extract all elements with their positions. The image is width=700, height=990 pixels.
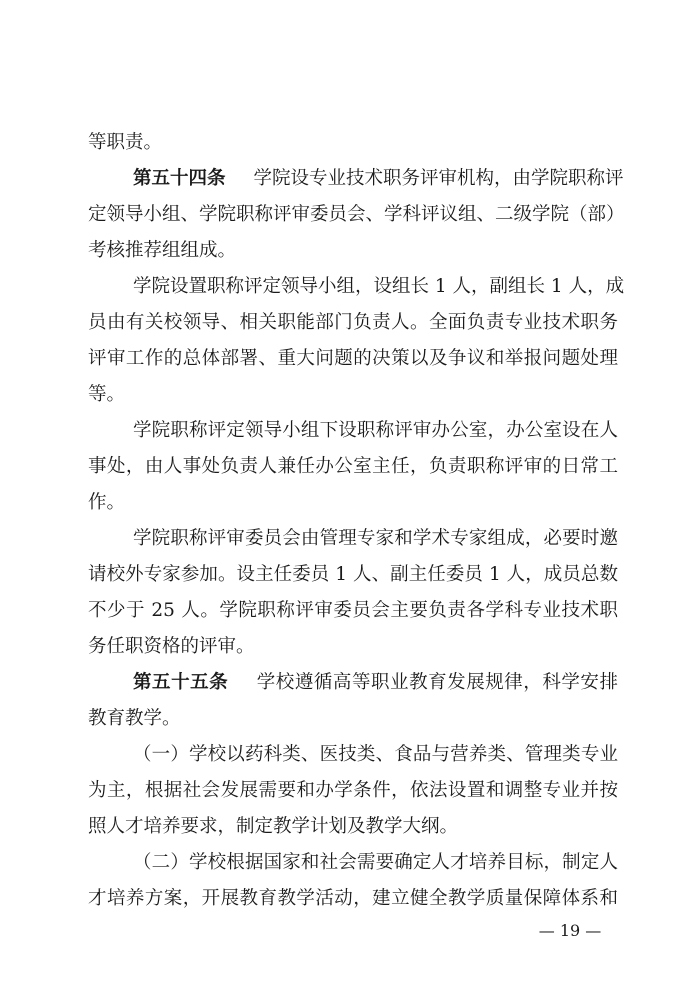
paragraph-line (88, 635, 618, 659)
line-text: 为主，根据社会发展需要和办学条件，依法设置和调整专业并按 (88, 780, 618, 801)
line-text: 学校遵循高等职业教育发展规律，科学安排 (256, 672, 618, 693)
paragraph-line (133, 851, 618, 875)
line-text: 事处，由人事处负责人兼任办公室主任，负责职称评审的日常工 (88, 456, 618, 477)
paragraph-line (88, 203, 625, 227)
article-number: 第五十四条 (133, 168, 226, 189)
line-text: 等职责。 (88, 132, 163, 153)
line-text: 等。 (88, 384, 126, 405)
line-text: （二）学校根据国家和社会需要确定人才培养目标，制定人 (133, 852, 618, 873)
page-number: — 19 — (538, 921, 602, 940)
line-text: 才培养方案，开展教育教学活动，建立健全教学质量保障体系和 (88, 888, 618, 909)
line-text: 教育教学。 (88, 708, 181, 729)
paragraph-line (88, 887, 618, 911)
paragraph-line (88, 815, 618, 839)
paragraph-line (88, 311, 618, 335)
line-text: 请校外专家参加。设主任委员 1 人、副主任委员 1 人，成员总数 (88, 564, 618, 585)
paragraph-line (88, 131, 618, 155)
paragraph-line (88, 563, 618, 587)
line-text: 考核推荐组组成。 (88, 240, 237, 261)
line-text: 作。 (88, 492, 126, 513)
paragraph-line (133, 527, 618, 551)
line-text: 学院设专业技术职务评审机构，由学院职称评 (253, 168, 624, 189)
line-text: 学院设置职称评定领导小组，设组长 1 人，副组长 1 人，成 (133, 276, 625, 297)
line-text: 不少于 25 人。学院职称评审委员会主要负责各学科专业技术职 (88, 600, 618, 621)
line-text: 评审工作的总体部署、重大问题的决策以及争议和举报问题处理 (88, 348, 618, 369)
line-text: 学院职称评定领导小组下设职称评审办公室，办公室设在人 (133, 420, 618, 441)
line-text: 务任职资格的评审。 (88, 636, 255, 657)
line-text: 学院职称评审委员会由管理专家和学术专家组成，必要时邀 (133, 528, 618, 549)
article-heading-line (133, 671, 618, 695)
line-text: 照人才培养要求，制定教学计划及教学大纲。 (88, 816, 459, 837)
article-heading-line (133, 167, 624, 191)
paragraph-line (88, 779, 618, 803)
paragraph-line (88, 347, 618, 371)
paragraph-line (88, 599, 618, 623)
line-text: 定领导小组、学院职称评审委员会、学科评议组、二级学院（部） (88, 204, 625, 225)
line-text: （一）学校以药科类、医技类、食品与营养类、管理类专业 (133, 744, 618, 765)
paragraph-line (88, 491, 618, 515)
article-number: 第五十五条 (133, 672, 229, 693)
paragraph-line (133, 743, 618, 767)
line-text: 员由有关校领导、相关职能部门负责人。全面负责专业技术职务 (88, 312, 618, 333)
paragraph-line (133, 419, 618, 443)
paragraph-line (88, 707, 618, 731)
paragraph-line (133, 275, 625, 299)
paragraph-line (88, 383, 618, 407)
paragraph-line (88, 455, 618, 479)
paragraph-line (88, 239, 618, 263)
